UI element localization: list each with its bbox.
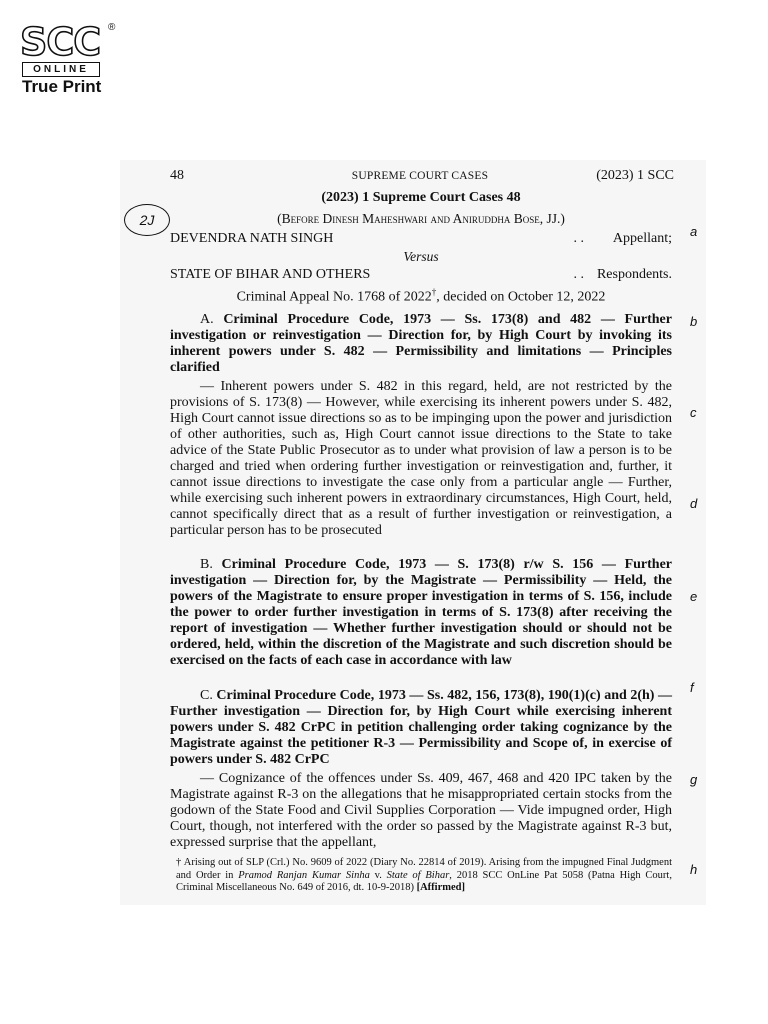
footnote-case-name: Pramod Ranjan Kumar Sinha (238, 869, 370, 881)
margin-letter-e: e (690, 589, 698, 604)
bench-judges: Before Dinesh Maheshwari and Aniruddha Bose, JJ. (281, 211, 561, 226)
headnote-a-body (170, 379, 672, 539)
margin-letter-b: b (690, 314, 698, 329)
margin-letter-c: c (690, 405, 697, 420)
bench-line (170, 211, 672, 227)
scc-online-logo (20, 20, 120, 96)
versus: Versus (403, 249, 439, 264)
appeal-decided: , decided on October 12, 2022 (436, 289, 606, 305)
headnote-a-text: — Inherent powers under S. 482 in this regard, held, are not restricted by the provisions of S. 173(8) — However, while exercising its inherent powers under S. 482, High Court cannot issue directions so as to be impinging upon the power and jurisdiction of other authorities, such as, High Court cannot issue directions to the State to take advice of the State Public Prosecutor as to under what provision of law a person is to be charged and tried when ordering further investigation or reinvestigation and, further, it cannot issue directions to investigate the case only from a particular angle — Further, while exercising such inherent powers in extraordinary circumstances, High Court, held, cannot specifically direct that as a result of further investigation or reinvestigation, a particular person has to be prosecuted (170, 379, 672, 538)
case-title: (2023) 1 Supreme Court Cases 48 (321, 190, 521, 205)
registered-mark: ® (108, 22, 116, 33)
respondent-role: Respondents. (596, 267, 672, 282)
running-title: SUPREME COURT CASES (351, 170, 489, 182)
headnote-b-bold: Criminal Procedure Code, 1973 — S. 173(8) r/w S. 156 — Further investigation — Direction for, by the Magistrate — Permissibility — Held, the powers of the Magistrate to ensure proper investigation in terms of S. 156, include the power to order further investigation in terms of S. 173(8) after receiving the report of investigation — Whether further investigation should or should not be ordered, held, within the discretion of the Magistrate and such discretion should be exercised on the facts of each case in accordance with law (170, 557, 672, 668)
footnote-state: State of Bihar (386, 869, 450, 881)
bench-close-paren: ) (560, 211, 565, 226)
margin-letter-a: a (690, 224, 698, 239)
respondent-line (170, 267, 672, 283)
page-number: 48 (170, 168, 184, 183)
headnote-c-body (170, 771, 672, 851)
headnote-c-heading (170, 688, 672, 768)
appellant-name: DEVENDRA NATH SINGH (170, 231, 334, 246)
headnote-a-heading (170, 312, 672, 376)
footnote-text-1: Arising out of SLP (Crl.) No. 9609 of 2022 (Diary No. 22814 of 2019). Arising from the impugned Final Judgment and Order in (176, 857, 673, 881)
footnote-text-2: v. (369, 869, 387, 881)
footnote (176, 857, 672, 895)
margin-letter-g: g (690, 772, 698, 787)
headnote-b-letter: B. (200, 557, 213, 572)
margin-letter-d: d (690, 496, 698, 511)
margin-letter-h: h (690, 862, 698, 877)
logo-tagline: True Print (22, 77, 102, 96)
dagger-mark: † (431, 287, 437, 297)
running-citation: (2023) 1 SCC (596, 168, 674, 183)
appeal-number: Criminal Appeal No. 1768 of 2022 (236, 289, 432, 305)
respondent-name: STATE OF BIHAR AND OTHERS (170, 267, 371, 282)
footnote-text-3: , 2018 SCC OnLine Pat 5058 (Patna High Court, Criminal Miscellaneous No. 649 of 2016, dt. 10-9-2018) (176, 869, 672, 894)
appellant-leader: . . (573, 231, 584, 246)
margin-letter-f: f (690, 680, 694, 695)
logo-online-box: ONLINE (22, 62, 100, 77)
respondent-leader: . . (573, 267, 584, 282)
footnote-affirmed: [Affirmed] (416, 882, 465, 894)
footnote-mark: † (176, 857, 182, 868)
headnote-c-bold: Criminal Procedure Code, 1973 — Ss. 482, 156, 173(8), 190(1)(c) and 2(h) — Further investigation — Direction for, by High Court while exercising inherent powers under S. 482 CrPC in petition challenging order taking cognizance by the Magistrate against the petitioner R-3 — Permissibility and Scope of, in exercise of powers under S. 482 CrPC (170, 688, 672, 767)
bench-open-paren: ( (277, 211, 282, 226)
appellant-role: Appellant; (612, 231, 672, 246)
logo-brand: SCC (20, 20, 101, 64)
appeal-line (170, 287, 672, 306)
headnote-c-text: — Cognizance of the offences under Ss. 409, 467, 468 and 420 IPC taken by the Magistrate against R-3 on the allegations that he misappropriated certain stocks from the godown of the State Food and Civil Supplies Corporation — Vide impugned order, High Court, though, not interfered with the order so passed by the Magistrate against R-3 but, expressed surprise that the appellant, (170, 771, 672, 850)
appellant-line (170, 231, 672, 247)
headnote-c-letter: C. (200, 688, 213, 703)
bench-strength-circle: 2J (124, 204, 170, 236)
headnote-a-bold: Criminal Procedure Code, 1973 — Ss. 173(8) and 482 — Further investigation or reinvestigation — Direction for, by High Court by invoking its inherent powers under S. 482 — Permissibility and limitations — Principles clarified (170, 312, 672, 375)
headnote-b (170, 557, 672, 669)
headnote-a-letter: A. (200, 312, 214, 327)
